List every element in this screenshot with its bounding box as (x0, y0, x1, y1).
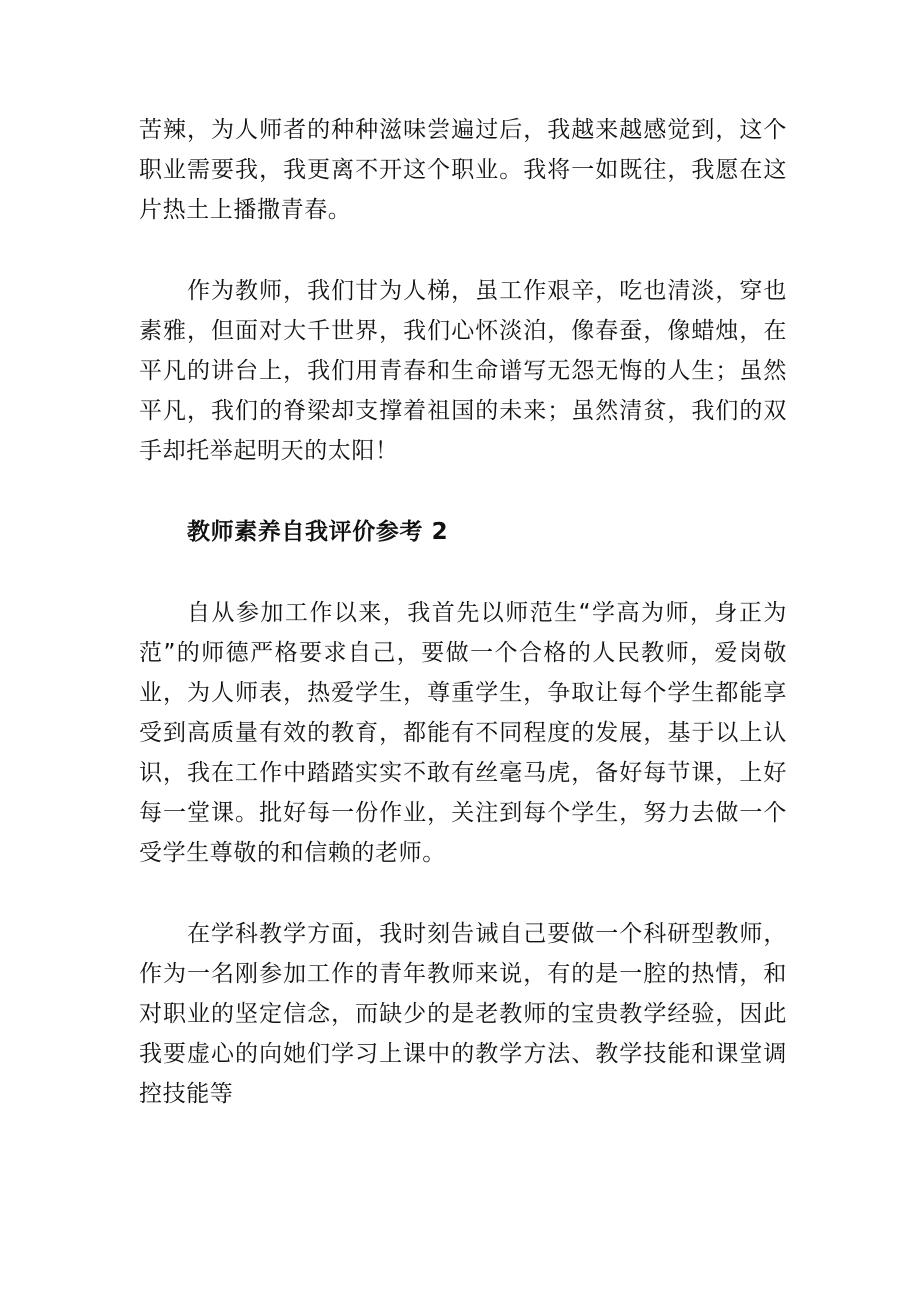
document-body (139, 110, 787, 1114)
paragraph-teaching: 在学科教学方面，我时刻告诫自己要做一个科研型教师，作为一名刚参加工作的青年教师来说，有的是一腔的热情，和对职业的坚定信念，而缺少的是老教师的宝贵教学经验，因此我要虚心的向她们学习上课中的教学方法、教学技能和课堂调控技能等 (139, 921, 787, 1107)
paragraph-continuation: 苦辣，为人师者的种种滋味尝遍过后，我越来越感觉到，这个职业需要我，我更离不开这个职业。我将一如既往，我愿在这片热土上播撒青春。 (139, 117, 787, 223)
paragraph-ethics: 自从参加工作以来，我首先以师范生“学高为师，身正为范”的师德严格要求自己，要做一个合格的人民教师，爱岗敬业，为人师表，热爱学生，尊重学生，争取让每个学生都能享受到高质量有效的教育，都能有不同程度的发展，基于以上认识，我在工作中踏踏实实不敢有丝毫马虎，备好每节课，上好每一堂课。批好每一份作业，关注到每个学生，努力去做一个受学生尊敬的和信赖的老师。 (139, 600, 787, 866)
section-heading: 教师素养自我评价参考 2 (187, 519, 449, 545)
paragraph-teacher-dedication: 作为教师，我们甘为人梯，虽工作艰辛，吃也清淡，穿也素雅，但面对大千世界，我们心怀淡泊，像春蚕，像蜡烛，在平凡的讲台上，我们用青春和生命谱写无怨无悔的人生；虽然平凡，我们的脊梁却支撑着祖国的未来；虽然清贫，我们的双手却托举起明天的太阳！ (139, 278, 787, 464)
